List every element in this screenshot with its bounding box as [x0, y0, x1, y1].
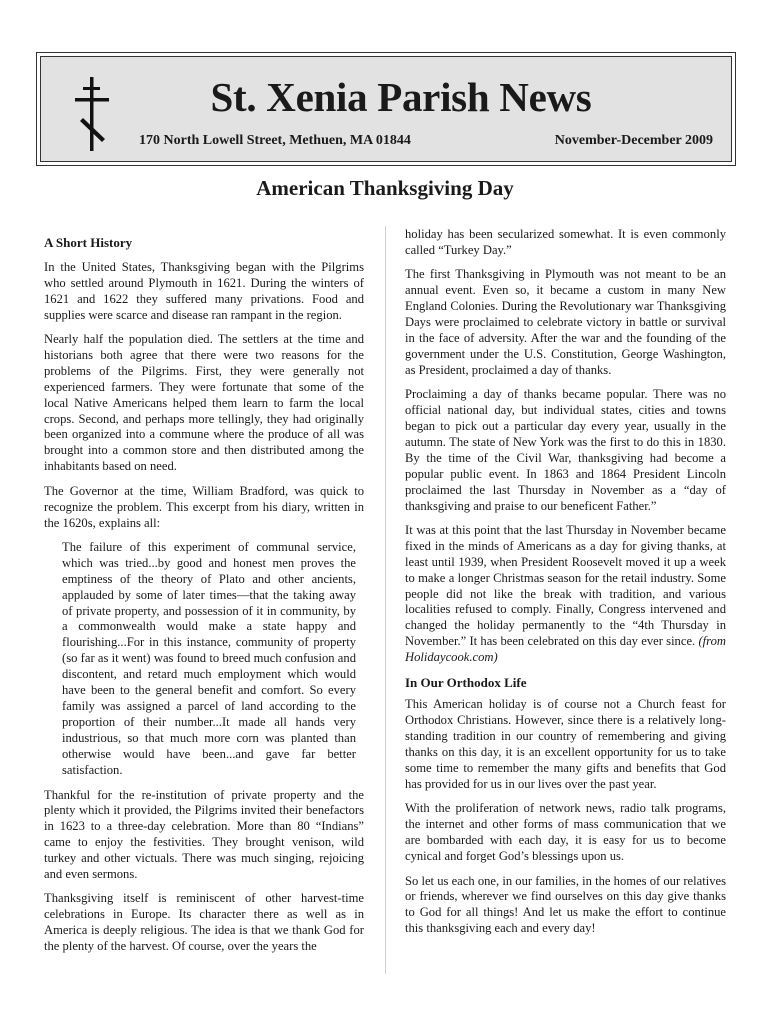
- article-headline: American Thanksgiving Day: [256, 176, 514, 200]
- parish-address: 170 North Lowell Street, Methuen, MA 01844: [139, 133, 411, 148]
- masthead: [36, 52, 736, 166]
- paragraph: [405, 523, 726, 666]
- paragraph: The Governor at the time, William Bradford, was quick to recognize the problem. This excerpt from his diary, written in the 1620s, explains all:: [44, 483, 364, 530]
- paragraph: With the proliferation of network news, radio talk programs, the internet and other forms of mass communication that we are bombarded with each day, it is easy for us to become cynical and forget God’s blessings upon us.: [405, 801, 726, 864]
- newsletter-title: St. Xenia Parish News: [210, 74, 592, 120]
- source-citation: (from Holidaycook.com): [405, 634, 726, 665]
- paragraph: So let us each one, in our families, in the homes of our relatives or friends, wherever we find ourselves on this day give thanks to God for all things! And let us make the effort to continue this thanksgiving each and every day!: [405, 873, 726, 936]
- masthead-panel: [40, 56, 732, 162]
- paragraph: Proclaiming a day of thanks became popular. There was no official national day, but individual states, cities and towns began to pick out a particular day every year, usually in the autumn. The state of New York was the first to do this in 1830. By the time of the Civil War, thanksgiving had become a popular public event. In 1863 and 1864 President Lincoln proclaimed the last Thursday in November as a “day of thanksgiving and praise to our beneficent Father.”: [405, 387, 726, 513]
- paragraph: The first Thanksgiving in Plymouth was not meant to be an annual event. Even so, it became a custom in many New England Colonies. During the Revolutionary war Thanksgiving Days were proclaimed to celebrate victory in battle or survival in the face of adversity. After the war and the founding of the government under the U.S. Constitution, George Washington, as President, proclaimed a day of thanks.: [405, 267, 726, 377]
- left-column: [44, 226, 364, 964]
- paragraph-text: It was at this point that the last Thursday in November became fixed in the minds of Americans as a day for giving thanks, at least until 1939, when President Roosevelt moved it up a week to make a longer Christmas season for the retail industry. Some people did not like the break with tradition, and various localities refused to comply. Finally, Congress intervened and changed the holiday permanently to the “4th Thursday in November.” It has been celebrated on this day ever since.: [405, 522, 726, 649]
- paragraph: In the United States, Thanksgiving began with the Pilgrims who settled around Plymouth in 1621. During the winters of 1621 and 1622 they suffered many privations. Food and supplies were scarce and disease ran rampant in the region.: [44, 259, 364, 322]
- right-column: [405, 227, 726, 946]
- issue-date: November-December 2009: [554, 133, 713, 148]
- column-divider: [385, 226, 386, 974]
- bradford-quote: The failure of this experiment of communal service, which was tried...by good and honest men proves the emptiness of the theory of Plato and other ancients, applauded by some of later times—that the taking away of private property, and possession of it in community, by a commonwealth would make a state happy and flourishing...For in this instance, community of property (so far as it went) was found to breed much confusion and discontent, and retard much employment which would have been to the general benefit and comfort. So every family was assigned a parcel of land according to the proportion of their number...It made all hands very industrious, so that much more corn was planted than otherwise would have been...and gave far better satisfaction.: [62, 539, 356, 777]
- section-heading-orthodox: In Our Orthodox Life: [405, 674, 527, 690]
- paragraph: holiday has been secularized somewhat. It is even commonly called “Turkey Day.”: [405, 227, 726, 257]
- paragraph: Nearly half the population died. The settlers at the time and historians both agree that there were two reasons for the problems of the Pilgrims. First, they were generally not experienced farmers. They were fortunate that some of the local Native Americans helped them learn to farm the local crops. Second, and perhaps more tellingly, they had originally been organized into a commune where the produce of all was brought into a common store and then distributed among the inhabitants based on need.: [44, 332, 364, 474]
- section-heading-history: A Short History: [44, 235, 133, 250]
- paragraph: Thanksgiving itself is reminiscent of other harvest-time celebrations in Europe. Its character there as well as in America is deeply religious. The idea is that we thank God for the plenty of the harvest. Of course, over the years the: [44, 891, 364, 954]
- paragraph: This American holiday is of course not a Church feast for Orthodox Christians. However, since there is a relatively long-standing tradition in our country of remembering and giving thanks on this day, it is an excellent opportunity for us to take some time to remember the many gifts and benefits that God has provided for us in our lives over the past year.: [405, 697, 726, 791]
- paragraph: Thankful for the re-institution of private property and the plenty which it provided, the Pilgrims invited their benefactors in 1623 to a three-day celebration. More than 80 “Indians” came to enjoy the festivities. They brought venison, wild turkey and other victuals. There was much singing, rejoicing and even sermons.: [44, 787, 364, 882]
